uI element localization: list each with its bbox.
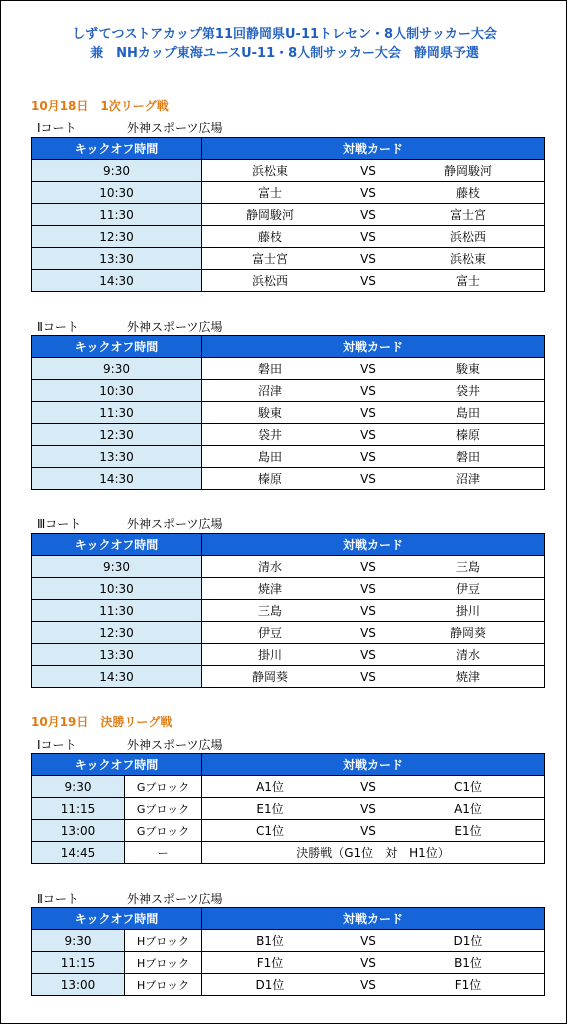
vs-label: VS bbox=[360, 823, 376, 838]
day2-court1-header bbox=[37, 736, 223, 753]
vs-label: VS bbox=[360, 955, 376, 970]
kickoff-time: 11:15 bbox=[32, 798, 125, 820]
home-team: 浜松西 bbox=[251, 274, 288, 288]
home-team: E1位 bbox=[256, 802, 284, 816]
day2-court1-table bbox=[31, 753, 545, 864]
block-label: ー bbox=[125, 842, 202, 864]
home-team: 袋井 bbox=[257, 428, 282, 442]
table-header-row bbox=[32, 754, 545, 776]
court-name: Ⅱコート bbox=[37, 892, 79, 906]
home-team: B1位 bbox=[256, 934, 284, 948]
column-header-match: 対戦カード bbox=[202, 336, 545, 358]
kickoff-time: 10:30 bbox=[32, 380, 202, 402]
kickoff-time: 9:30 bbox=[32, 776, 125, 798]
block-label: Hブロック bbox=[125, 952, 202, 974]
vs-label: VS bbox=[360, 405, 376, 420]
home-team: 沼津 bbox=[257, 384, 282, 398]
day1-court3-header bbox=[37, 515, 223, 532]
kickoff-time: 9:30 bbox=[32, 160, 202, 182]
away-team: 浜松東 bbox=[449, 252, 486, 266]
away-team: C1位 bbox=[453, 780, 482, 794]
home-team: 磐田 bbox=[257, 362, 282, 376]
kickoff-time: 12:30 bbox=[32, 424, 202, 446]
kickoff-time: 13:30 bbox=[32, 644, 202, 666]
away-team: 富士宮 bbox=[449, 208, 486, 222]
column-header-kickoff: キックオフ時間 bbox=[32, 336, 202, 358]
kickoff-time: 12:30 bbox=[32, 622, 202, 644]
kickoff-time: 10:30 bbox=[32, 578, 202, 600]
away-team: 榛原 bbox=[455, 428, 480, 442]
venue-name: 外神スポーツ広場 bbox=[127, 121, 223, 135]
kickoff-time: 9:30 bbox=[32, 556, 202, 578]
table-row bbox=[32, 270, 545, 292]
table-row bbox=[32, 248, 545, 270]
table-row bbox=[32, 600, 545, 622]
home-team: 焼津 bbox=[257, 582, 282, 596]
kickoff-time: 14:30 bbox=[32, 666, 202, 688]
home-team: 駿東 bbox=[257, 406, 282, 420]
vs-label: VS bbox=[360, 361, 376, 376]
final-match: 決勝戦（G1位 対 H1位） bbox=[202, 842, 545, 864]
venue-name: 外神スポーツ広場 bbox=[127, 738, 223, 752]
away-team: 磐田 bbox=[455, 450, 480, 464]
home-team: 島田 bbox=[257, 450, 282, 464]
block-label: Gブロック bbox=[125, 798, 202, 820]
vs-label: VS bbox=[360, 427, 376, 442]
kickoff-time: 12:30 bbox=[32, 226, 202, 248]
table-row bbox=[32, 820, 545, 842]
kickoff-time: 13:00 bbox=[32, 974, 125, 996]
kickoff-time: 11:30 bbox=[32, 204, 202, 226]
kickoff-time: 11:30 bbox=[32, 600, 202, 622]
table-row bbox=[32, 468, 545, 490]
home-team: 静岡葵 bbox=[251, 670, 288, 684]
home-team: 掛川 bbox=[257, 648, 282, 662]
vs-label: VS bbox=[360, 625, 376, 640]
day2-court2-table bbox=[31, 907, 545, 996]
kickoff-time: 14:30 bbox=[32, 468, 202, 490]
away-team: 富士 bbox=[455, 274, 480, 288]
table-row bbox=[32, 578, 545, 600]
day1-heading: 10月18日 1次リーグ戦 bbox=[31, 99, 169, 113]
vs-label: VS bbox=[360, 977, 376, 992]
away-team: 浜松西 bbox=[449, 230, 486, 244]
kickoff-time: 9:30 bbox=[32, 358, 202, 380]
column-header-match: 対戦カード bbox=[202, 534, 545, 556]
table-row-final bbox=[32, 842, 545, 864]
table-header-row bbox=[32, 138, 545, 160]
day1-court3-table bbox=[31, 533, 545, 688]
block-label: Hブロック bbox=[125, 930, 202, 952]
kickoff-time: 14:30 bbox=[32, 270, 202, 292]
kickoff-time: 14:45 bbox=[32, 842, 125, 864]
column-header-kickoff: キックオフ時間 bbox=[32, 534, 202, 556]
day1-court1-table bbox=[31, 137, 545, 292]
table-row bbox=[32, 952, 545, 974]
table-header-row bbox=[32, 336, 545, 358]
vs-label: VS bbox=[360, 229, 376, 244]
table-header-row bbox=[32, 908, 545, 930]
column-header-match: 対戦カード bbox=[202, 138, 545, 160]
away-team: F1位 bbox=[454, 978, 482, 992]
vs-label: VS bbox=[360, 669, 376, 684]
vs-label: VS bbox=[360, 185, 376, 200]
away-team: 駿東 bbox=[455, 362, 480, 376]
away-team: 袋井 bbox=[455, 384, 480, 398]
kickoff-time: 11:15 bbox=[32, 952, 125, 974]
vs-label: VS bbox=[360, 383, 376, 398]
kickoff-time: 11:30 bbox=[32, 402, 202, 424]
column-header-kickoff: キックオフ時間 bbox=[32, 138, 202, 160]
title-line-1: しずてつストアカップ第11回静岡県U-11トレセン・8人制サッカー大会 bbox=[72, 27, 497, 42]
vs-label: VS bbox=[360, 779, 376, 794]
day1-court1-header bbox=[37, 119, 223, 136]
vs-label: VS bbox=[360, 207, 376, 222]
column-header-kickoff: キックオフ時間 bbox=[32, 908, 202, 930]
away-team: 静岡葵 bbox=[449, 626, 486, 640]
title-line-2: 兼 NHカップ東海ユースU-11・8人制サッカー大会 静岡県予選 bbox=[90, 46, 479, 61]
kickoff-time: 13:30 bbox=[32, 248, 202, 270]
away-team: A1位 bbox=[454, 802, 482, 816]
venue-name: 外神スポーツ広場 bbox=[127, 892, 223, 906]
venue-name: 外神スポーツ広場 bbox=[127, 517, 223, 531]
vs-label: VS bbox=[360, 933, 376, 948]
home-team: 静岡駿河 bbox=[245, 208, 294, 222]
away-team: 掛川 bbox=[455, 604, 480, 618]
away-team: D1位 bbox=[453, 934, 483, 948]
away-team: B1位 bbox=[454, 956, 482, 970]
away-team: E1位 bbox=[454, 824, 482, 838]
column-header-kickoff: キックオフ時間 bbox=[32, 754, 202, 776]
table-row bbox=[32, 556, 545, 578]
home-team: 清水 bbox=[257, 560, 282, 574]
court-name: Ⅰコート bbox=[37, 121, 77, 135]
vs-label: VS bbox=[360, 801, 376, 816]
vs-label: VS bbox=[360, 559, 376, 574]
kickoff-time: 9:30 bbox=[32, 930, 125, 952]
home-team: D1位 bbox=[255, 978, 285, 992]
away-team: 清水 bbox=[455, 648, 480, 662]
home-team: F1位 bbox=[256, 956, 284, 970]
away-team: 静岡駿河 bbox=[443, 164, 492, 178]
home-team: 伊豆 bbox=[257, 626, 282, 640]
day1-court2-table bbox=[31, 335, 545, 490]
court-name: Ⅲコート bbox=[37, 517, 82, 531]
vs-label: VS bbox=[360, 603, 376, 618]
venue-name: 外神スポーツ広場 bbox=[127, 320, 223, 334]
vs-label: VS bbox=[360, 647, 376, 662]
table-row bbox=[32, 160, 545, 182]
table-row bbox=[32, 182, 545, 204]
day2-heading: 10月19日 決勝リーグ戦 bbox=[31, 715, 173, 729]
vs-label: VS bbox=[360, 449, 376, 464]
block-label: Gブロック bbox=[125, 776, 202, 798]
day2-court2-header bbox=[37, 890, 223, 907]
day1-court2-header bbox=[37, 318, 223, 335]
table-row bbox=[32, 974, 545, 996]
table-row bbox=[32, 380, 545, 402]
block-label: Gブロック bbox=[125, 820, 202, 842]
table-header-row bbox=[32, 534, 545, 556]
home-team: 榛原 bbox=[257, 472, 282, 486]
vs-label: VS bbox=[360, 251, 376, 266]
block-label: Hブロック bbox=[125, 974, 202, 996]
column-header-match: 対戦カード bbox=[202, 908, 545, 930]
kickoff-time: 13:30 bbox=[32, 446, 202, 468]
table-row bbox=[32, 204, 545, 226]
away-team: 沼津 bbox=[455, 472, 480, 486]
court-name: Ⅱコート bbox=[37, 320, 79, 334]
table-row bbox=[32, 226, 545, 248]
home-team: A1位 bbox=[256, 780, 284, 794]
away-team: 三島 bbox=[455, 560, 480, 574]
home-team: 浜松東 bbox=[251, 164, 288, 178]
column-header-match: 対戦カード bbox=[202, 754, 545, 776]
court-name: Ⅰコート bbox=[37, 738, 77, 752]
away-team: 焼津 bbox=[455, 670, 480, 684]
table-row bbox=[32, 358, 545, 380]
table-row bbox=[32, 776, 545, 798]
away-team: 島田 bbox=[455, 406, 480, 420]
table-row bbox=[32, 424, 545, 446]
home-team: 富士 bbox=[257, 186, 282, 200]
vs-label: VS bbox=[360, 163, 376, 178]
table-row bbox=[32, 644, 545, 666]
table-row bbox=[32, 930, 545, 952]
table-row bbox=[32, 666, 545, 688]
away-team: 伊豆 bbox=[455, 582, 480, 596]
home-team: 藤枝 bbox=[257, 230, 282, 244]
home-team: C1位 bbox=[255, 824, 284, 838]
vs-label: VS bbox=[360, 581, 376, 596]
table-row bbox=[32, 622, 545, 644]
kickoff-time: 13:00 bbox=[32, 820, 125, 842]
vs-label: VS bbox=[360, 471, 376, 486]
table-row bbox=[32, 798, 545, 820]
table-row bbox=[32, 402, 545, 424]
home-team: 三島 bbox=[257, 604, 282, 618]
vs-label: VS bbox=[360, 273, 376, 288]
home-team: 富士宮 bbox=[251, 252, 288, 266]
table-row bbox=[32, 446, 545, 468]
kickoff-time: 10:30 bbox=[32, 182, 202, 204]
away-team: 藤枝 bbox=[455, 186, 480, 200]
